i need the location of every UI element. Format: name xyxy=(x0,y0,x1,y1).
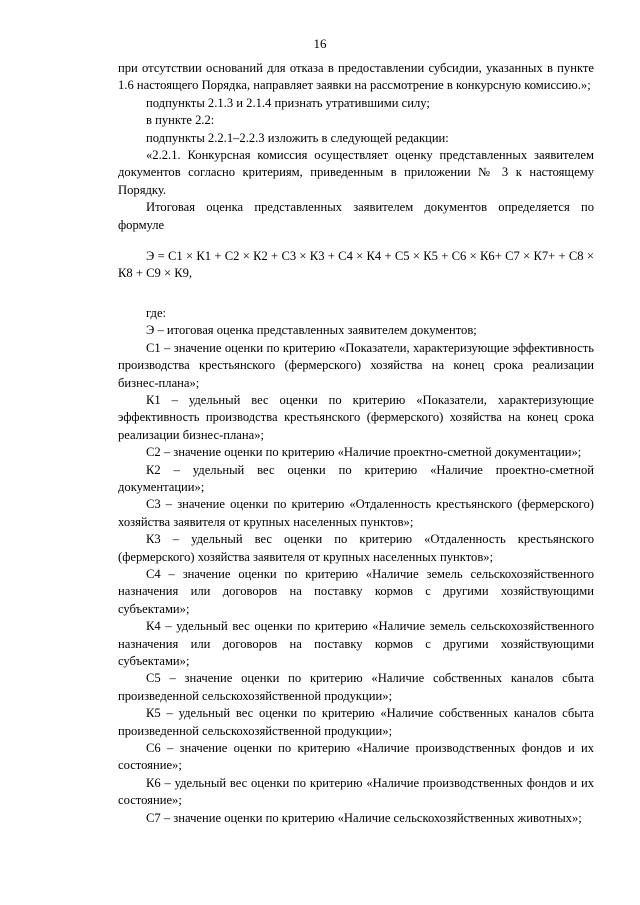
definition-item: С7 – значение оценки по критерию «Наличие сельскохозяйственных животных»; xyxy=(146,810,582,825)
definition-item: С4 – значение оценки по критерию «Наличие земель сельскохозяйственного назначения или договоров на поставку кормов с другими хозяйствующими субъектами»; xyxy=(118,566,594,616)
paragraph-clause-2-2: в пункте 2.2: xyxy=(146,113,215,128)
page-number: 16 xyxy=(313,36,327,51)
definition-item: К6 – удельный вес оценки по критерию «Наличие производственных фондов и их состояние»; xyxy=(118,775,594,808)
formula: Э = С1 × К1 + С2 × К2 + С3 × К3 + С4 × К4 + С5 × К5 + С6 × К6+ С7 × К7+ + С8 × К8 + С9 × К9, xyxy=(118,249,594,281)
definition-item: Э – итоговая оценка представленных заявителем документов; xyxy=(146,323,477,338)
paragraph-subclauses-new-edition: подпункты 2.2.1–2.2.3 изложить в следующей редакции: xyxy=(146,130,449,145)
definition-item: К5 – удельный вес оценки по критерию «Наличие собственных каналов сбыта произведенной сельскохозяйственной продукции»; xyxy=(118,706,594,738)
definition-item: С2 – значение оценки по критерию «Наличие проектно-сметной документации»; xyxy=(146,445,582,460)
paragraph-formula-intro: Итоговая оценка представленных заявителем документов определяется по формуле xyxy=(118,200,594,232)
definition-item: К4 – удельный вес оценки по критерию «Наличие земель сельскохозяйственного назначения или договоров на поставку кормов с другими хозяйствующими субъектами»; xyxy=(118,619,594,668)
definition-item: С1 – значение оценки по критерию «Показатели, характеризующие эффективность производства крестьянского (фермерского) хозяйства на конец срока реализации бизнес-плана»; xyxy=(118,340,594,390)
paragraph-subclauses-void: подпункты 2.1.3 и 2.1.4 признать утратившими силу; xyxy=(146,95,430,110)
paragraph-continuation: при отсутствии оснований для отказа в предоставлении субсидии, указанных в пункте 1.6 настоящего Порядка, направляет заявки на рассмотрение в конкурсную комиссию.»; xyxy=(118,61,594,93)
definition-item: С3 – значение оценки по критерию «Отдаленность крестьянского (фермерского) хозяйства заявителя от крупных населенных пунктов»; xyxy=(118,497,594,529)
where-label: где: xyxy=(146,305,167,320)
paragraph-2-2-1: «2.2.1. Конкурсная комиссия осуществляет оценку представленных заявителем документов согласно критериям, приведенным в приложении № 3 к настоящему Порядку. xyxy=(118,148,594,197)
definition-item: С5 – значение оценки по критерию «Наличие собственных каналов сбыта произведенной сельскохозяйственной продукции»; xyxy=(118,671,594,703)
definition-item: К1 – удельный вес оценки по критерию «Показатели, характеризующие эффективность производства крестьянского (фермерского) хозяйства на конец срока реализации бизнес-плана»; xyxy=(118,392,594,442)
document-body xyxy=(118,60,594,827)
definition-item: К3 – удельный вес оценки по критерию «Отдаленность крестьянского (фермерского) хозяйства заявителя от крупных населенных пунктов»; xyxy=(118,532,594,564)
definition-item: К2 – удельный вес оценки по критерию «Наличие проектно-сметной документации»; xyxy=(118,462,594,494)
definition-item: С6 – значение оценки по критерию «Наличие производственных фондов и их состояние»; xyxy=(118,741,594,773)
